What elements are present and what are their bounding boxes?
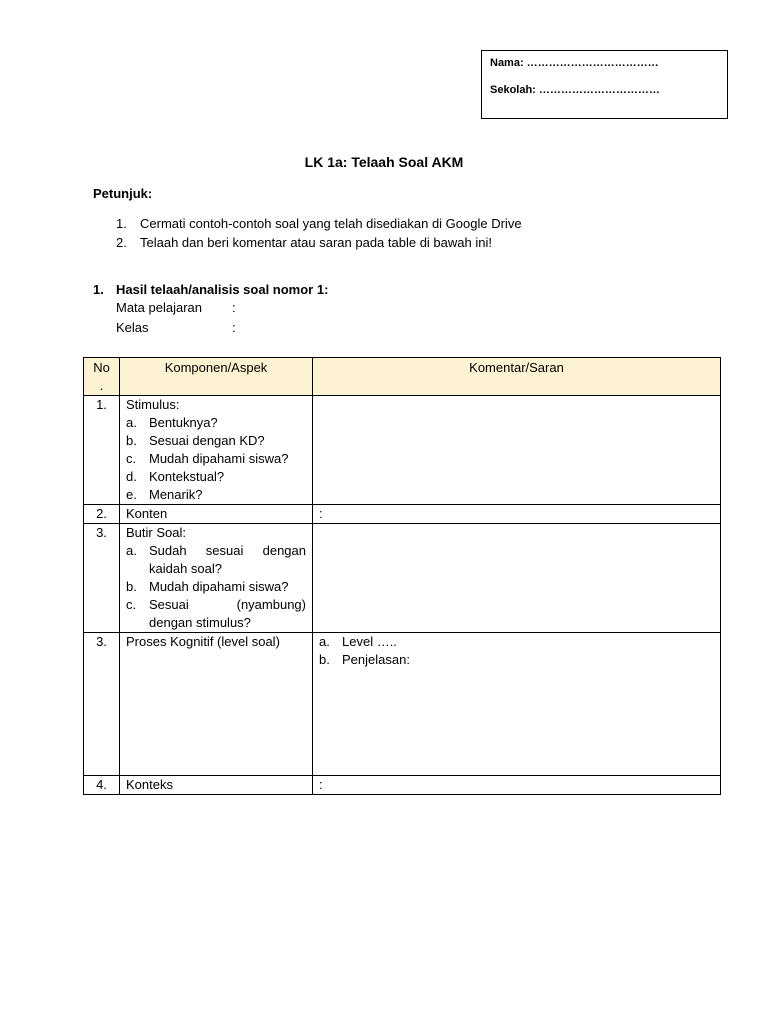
- sub-item: a. Bentuknya?: [126, 415, 218, 430]
- sub-item: b. Mudah dipahami siswa?: [126, 579, 289, 594]
- section-number: 1.: [93, 282, 104, 297]
- row-aspek: Proses Kognitif (level soal): [120, 633, 313, 776]
- table-row: [84, 633, 721, 776]
- sub-item: b. Sesuai dengan KD?: [126, 433, 265, 448]
- kelas-field: [116, 320, 236, 335]
- table-row: [84, 505, 721, 524]
- row-number: 3.: [84, 524, 120, 633]
- section-heading: [93, 282, 328, 297]
- header-komentar: Komentar/Saran: [313, 358, 721, 396]
- list-item: [116, 233, 522, 252]
- table-header-row: [84, 358, 721, 396]
- sub-item: d. Kontekstual?: [126, 469, 225, 484]
- mata-pelajaran-field: [116, 300, 236, 315]
- sub-item: c. Mudah dipahami siswa?: [126, 451, 289, 466]
- header-no: No .: [84, 358, 120, 396]
- identity-box: [481, 50, 728, 119]
- row-number: 4.: [84, 776, 120, 795]
- field-label: Mata pelajaran: [116, 300, 202, 315]
- row-number: 3.: [84, 633, 120, 776]
- aspek-title: Stimulus:: [126, 397, 180, 412]
- section-heading-text: Hasil telaah/analisis soal nomor 1:: [116, 282, 329, 297]
- sub-item: e. Menarik?: [126, 487, 203, 502]
- row-number: 2.: [84, 505, 120, 524]
- row-komentar: :: [313, 505, 721, 524]
- petunjuk-list: [116, 214, 522, 252]
- list-item-number: 2.: [116, 235, 127, 250]
- row-komentar: [313, 633, 721, 776]
- table-row: [84, 396, 721, 505]
- sub-item: c. Sesuai (nyambung) dengan stimulus?: [126, 597, 306, 630]
- row-komentar: [313, 396, 721, 505]
- komentar-item: a. Level …..: [319, 634, 397, 649]
- row-aspek: Konteks: [120, 776, 313, 795]
- row-aspek: [120, 396, 313, 505]
- table-row: [84, 776, 721, 795]
- row-komentar: :: [313, 776, 721, 795]
- nama-field: Nama: ………………………………: [490, 57, 659, 69]
- sub-item: a. Sudah sesuai dengan kaidah soal?: [126, 543, 306, 576]
- list-item-text: Cermati contoh-contoh soal yang telah disediakan di Google Drive: [140, 216, 522, 231]
- list-item-number: 1.: [116, 216, 127, 231]
- header-aspek: Komponen/Aspek: [120, 358, 313, 396]
- list-item-text: Telaah dan beri komentar atau saran pada table di bawah ini!: [140, 235, 492, 250]
- petunjuk-label: Petunjuk:: [93, 186, 153, 201]
- row-number: 1.: [84, 396, 120, 505]
- row-aspek: Konten: [120, 505, 313, 524]
- field-separator: :: [232, 320, 236, 335]
- list-item: [116, 214, 522, 233]
- field-separator: :: [232, 300, 236, 315]
- row-komentar: [313, 524, 721, 633]
- field-label: Kelas: [116, 320, 149, 335]
- review-table: [83, 357, 721, 795]
- sekolah-field: Sekolah: ……………………………: [490, 84, 660, 96]
- page-title: LK 1a: Telaah Soal AKM: [304, 154, 464, 170]
- komentar-item: b. Penjelasan:: [319, 652, 410, 667]
- row-aspek: [120, 524, 313, 633]
- table-row: [84, 524, 721, 633]
- aspek-title: Butir Soal:: [126, 525, 186, 540]
